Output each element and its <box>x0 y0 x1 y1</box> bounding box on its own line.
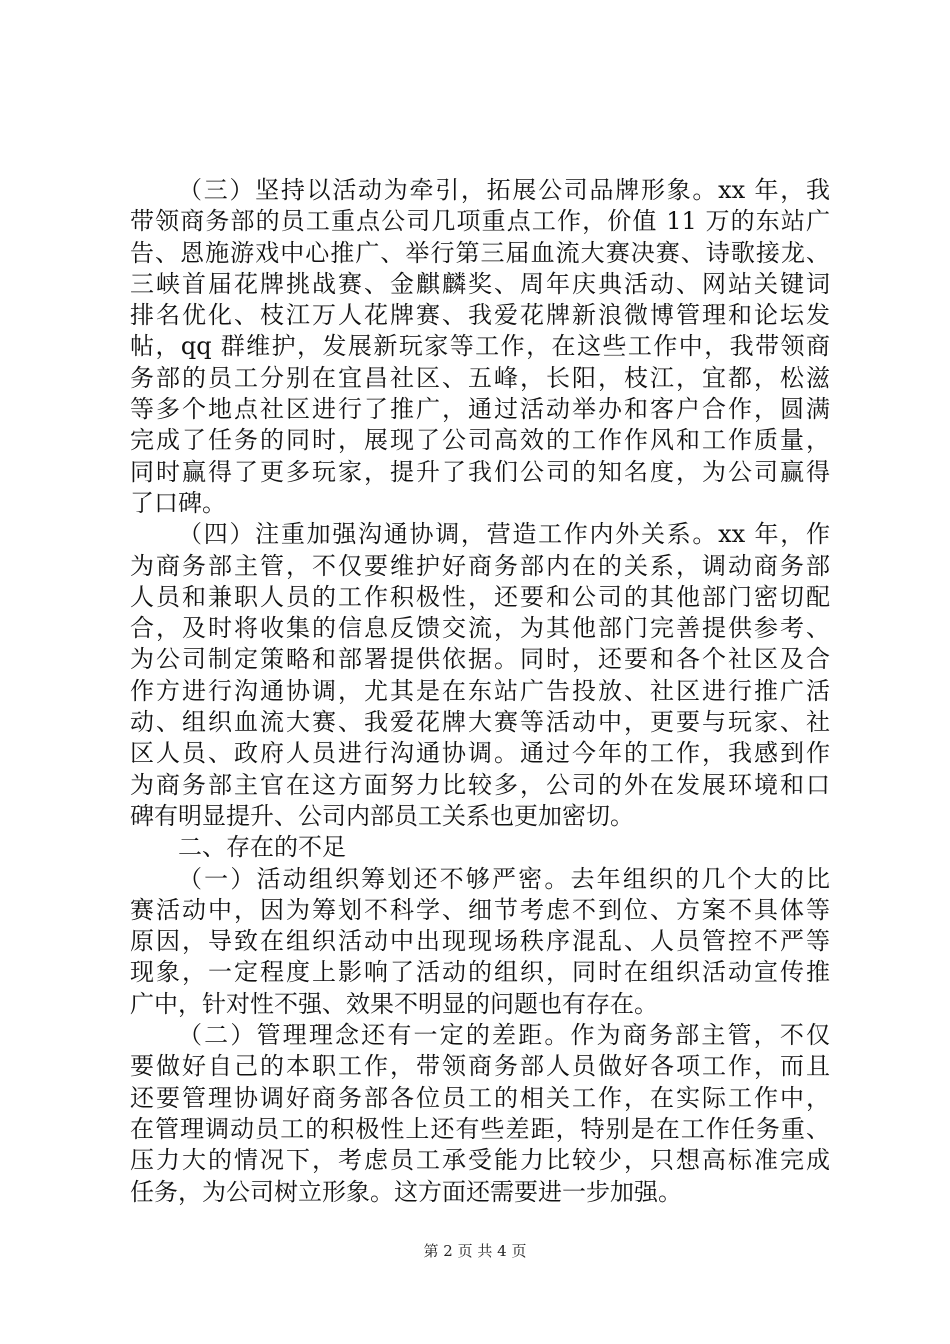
page-footer: 第 2 页 共 4 页 <box>423 1242 527 1260</box>
paragraph-line: 还要管理协调好商务部各位员工的相关工作，在实际工作中， <box>130 1083 830 1112</box>
paragraph-line: （二）管理理念还有一定的差距。作为商务部主管，不仅 <box>178 1021 830 1050</box>
paragraph-line: 合，及时将收集的信息反馈交流，为其他部门完善提供参考、 <box>130 614 830 643</box>
paragraph-line: （三）坚持以活动为牵引，拓展公司品牌形象。xx 年，我 <box>178 176 830 204</box>
paragraph-line: 同时赢得了更多玩家，提升了我们公司的知名度，为公司赢得 <box>130 457 830 486</box>
paragraph-line: 排名优化、枝江万人花牌赛、我爱花牌新浪微博管理和论坛发 <box>130 301 830 330</box>
paragraph-line: 区人员、政府人员进行沟通协调。通过今年的工作，我感到作 <box>130 739 830 768</box>
paragraph-line: 带领商务部的员工重点公司几项重点工作，价值 11 万的东站广 <box>130 207 830 236</box>
paragraph-line: 在管理调动员工的积极性上还有些差距，特别是在工作任务重、 <box>130 1114 830 1143</box>
paragraph-line: 帖，qq 群维护，发展新玩家等工作，在这些工作中，我带领商 <box>130 332 830 361</box>
paragraph-line: （一）活动组织筹划还不够严密。去年组织的几个大的比 <box>178 864 830 893</box>
paragraph-line: 任务，为公司树立形象。这方面还需要进一步加强。 <box>130 1177 682 1206</box>
paragraph-line: 完成了任务的同时，展现了公司高效的工作作风和工作质量， <box>130 426 830 455</box>
paragraph-line: 现象，一定程度上影响了活动的组织，同时在组织活动宣传推 <box>130 958 830 987</box>
paragraph-line: 人员和兼职人员的工作积极性，还要和公司的其他部门密切配 <box>130 582 830 611</box>
paragraph-line: 作方进行沟通协调，尤其是在东站广告投放、社区进行推广活 <box>130 676 830 705</box>
paragraph-line: 压力大的情况下，考虑员工承受能力比较少，只想高标准完成 <box>130 1146 830 1175</box>
paragraph-line: 三峡首届花牌挑战赛、金麒麟奖、周年庆典活动、网站关键词 <box>130 269 830 298</box>
paragraph-line: 为商务部主官在这方面努力比较多，公司的外在发展环境和口 <box>130 770 830 799</box>
paragraph-line: 原因，导致在组织活动中出现现场秩序混乱、人员管控不严等 <box>130 927 830 956</box>
paragraph-line: 为公司制定策略和部署提供依据。同时，还要和各个社区及合 <box>130 645 830 674</box>
paragraph-line: 广中，针对性不强、效果不明显的问题也有存在。 <box>130 989 658 1018</box>
paragraph-line: 要做好自己的本职工作，带领商务部人员做好各项工作，而且 <box>130 1052 830 1081</box>
paragraph-line: 碑有明显提升、公司内部员工关系也更加密切。 <box>130 801 634 830</box>
paragraph-line: 务部的员工分别在宜昌社区、五峰，长阳，枝江，宜都，松滋 <box>130 363 830 392</box>
paragraph-line: （四）注重加强沟通协调，营造工作内外关系。xx 年，作 <box>178 520 830 549</box>
paragraph-line: 告、恩施游戏中心推广、举行第三届血流大赛决赛、诗歌接龙、 <box>130 238 830 267</box>
section-heading: 二、存在的不足 <box>178 833 346 862</box>
paragraph-line: 动、组织血流大赛、我爱花牌大赛等活动中，更要与玩家、社 <box>130 708 830 737</box>
paragraph-line: 了口碑。 <box>130 488 226 517</box>
paragraph-line: 为商务部主管，不仅要维护好商务部内在的关系，调动商务部 <box>130 551 830 580</box>
document-body <box>130 175 830 1208</box>
paragraph-line: 赛活动中，因为筹划不科学、细节考虑不到位、方案不具体等 <box>130 895 830 924</box>
paragraph-line: 等多个地点社区进行了推广，通过活动举办和客户合作，圆满 <box>130 395 830 424</box>
